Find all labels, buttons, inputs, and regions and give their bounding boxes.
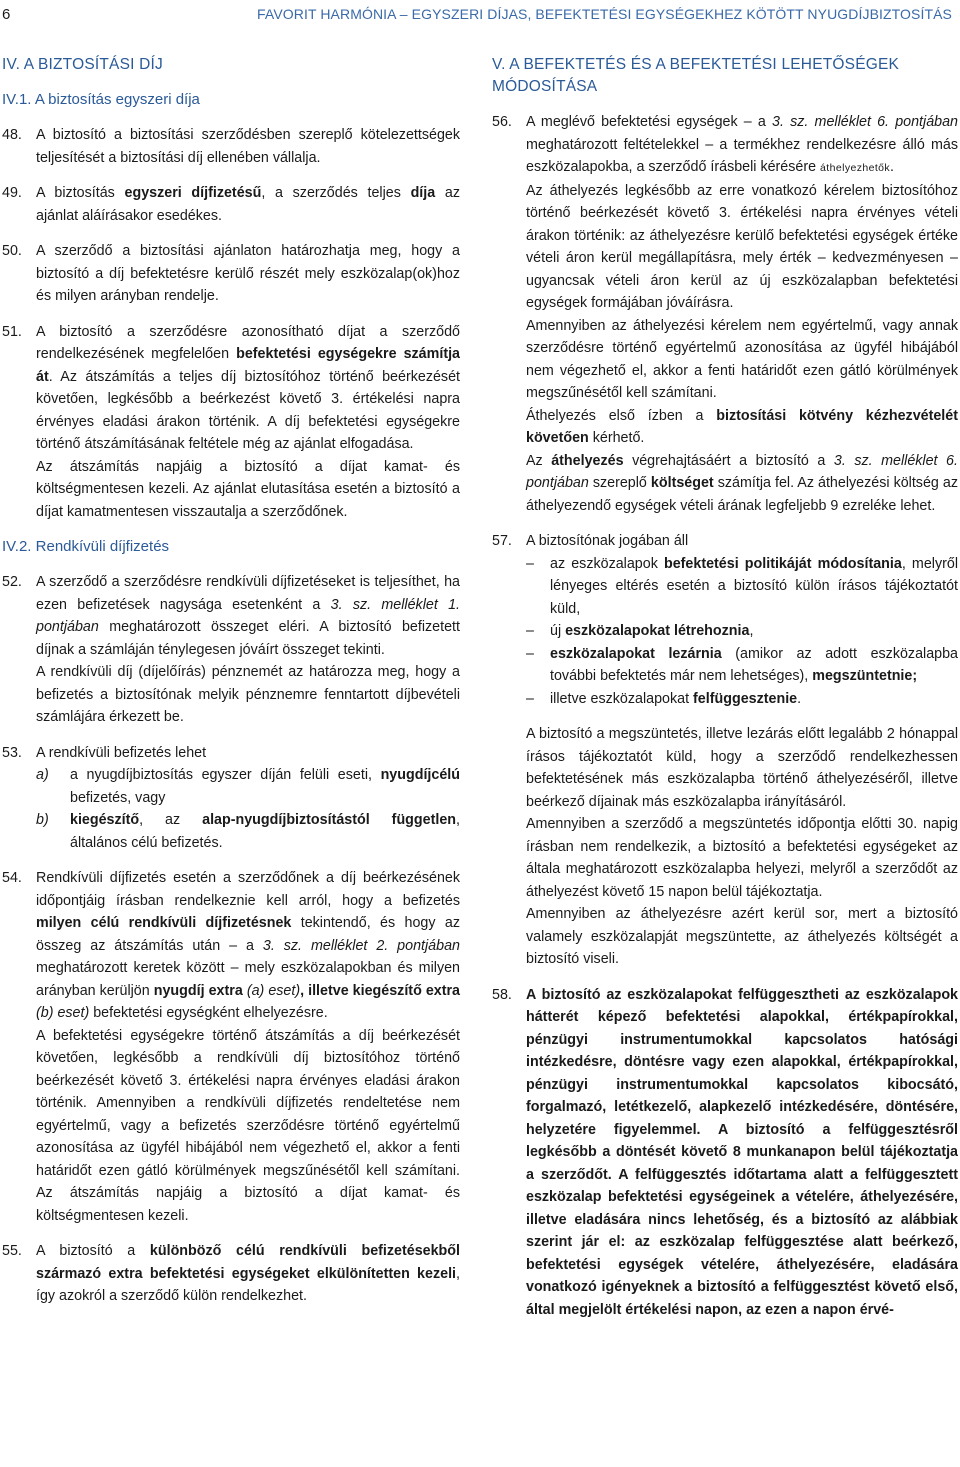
paragraph-text: Amennyiben az áthelyezési kérelem nem egyértelmű, vagy annak szerződésre történő egyértelmű azonosítása az ügyfél hibájából nem végezhető el, akkor a fenti határidőt ezen gátló körülmények megszűnésétől kell számítani. — [526, 317, 958, 401]
paragraph-58 — [492, 984, 958, 1322]
paragraph-text: A szerződő a szerződésre rendkívüli díjfizetéseket is teljesíthet, ha ezen befizetések nagysága esetenként a 3. sz. melléklet 1. pontjában meghatározott összeget eléri. A biztosító befizetett díjnak a számláján ténylegesen jóváírt összeget tekinti. — [36, 574, 460, 658]
paragraph-number: 54. — [2, 870, 22, 886]
list-item-b: b) kiegészítő, az alap-nyugdíjbiztosítástól független, általános célú befizetés. — [36, 812, 460, 851]
paragraph-text: Rendkívüli díjfizetés esetén a szerződőnek a díj beérkezésének időpontjáig írásban rendelkeznie kell arról, hogy a befizetés milyen célú rendkívüli díjfizetésnek tekintendő, és hogy az összeg az átszámítás után – a 3. sz. melléklet 2. pontjában meghatározott keretek között – mely eszközalapokban és milyen arányban kerüljön nyugdíj extra (a) eset), illetve kiegészítő extra (b) eset) befektetési egységként elhelyezésre. — [36, 870, 461, 1021]
paragraph-55 — [2, 1240, 460, 1308]
paragraph-50 — [2, 240, 460, 308]
paragraph-text: A meglévő befektetési egységek – a 3. sz. melléklet 6. pontjában meghatározott feltételekkel – a termékhez rendelkezésre álló más eszközalapokba, a szerződő írásbeli kérésére áthelyezhetők. — [526, 114, 958, 175]
paragraph-text: Amennyiben a szerződő a megszüntetés időpontja előtti 30. napig írásban nem rendelkezik, a biztosító a befektetési egységeket az általa meghatározott eszközalapba helyezi, melyről a szerződőt az áthelyezést követő 15 napon belül tájékoztatja. — [526, 816, 958, 900]
paragraph-number: 53. — [2, 744, 22, 761]
paragraph-56 — [492, 111, 958, 517]
dash-item-1: – az eszközalapok befektetési politikáját módosítania, melyről lényeges eltérés esetén a biztosító külön írásos tájékoztatót küld, — [526, 555, 959, 617]
paragraph-text: Az átszámítás napjáig a biztosító a díjat kamat- és költségmentesen kezeli. Az ajánlat elutasítása esetén a biztosító a díjat kamatmentesen visszautalja a szerződőnek. — [36, 458, 460, 520]
paragraph-number: 58. — [492, 986, 512, 1003]
paragraph-49 — [2, 182, 460, 227]
subsection-title-iv1: IV.1. A biztosítás egyszeri díja — [2, 91, 200, 108]
paragraph-text: A biztosító a biztosítási szerződésben szereplő kötelezettségek teljesítését a biztosítási díj ellenében vállalja. — [36, 127, 460, 166]
running-title: FAVORIT HARMÓNIA – EGYSZERI DÍJAS, BEFEKTETÉSI EGYSÉGEKHEZ KÖTÖTT NYUGDÍJBIZTOSÍTÁS — [257, 6, 952, 22]
paragraph-text: A biztosítás egyszeri díjfizetésű, a szerződés teljes díja az ajánlat aláírásakor esedékes. — [36, 185, 460, 224]
paragraph-text: A szerződő a biztosítási ajánlaton határozhatja meg, hogy a biztosító a díj befektetésre kerülő részét mely eszközalap(ok)hoz és milyen arányban rendelje. — [36, 243, 460, 304]
paragraph-text: Áthelyezés első ízben a biztosítási kötvény kézhezvételét követően kérhető. — [526, 407, 958, 446]
dash-item-3: – eszközalapokat lezárnia (amikor az adott eszközalapba további befektetés már nem lehetséges), megszüntetnie; — [526, 645, 959, 684]
paragraph-text: A rendkívüli díj (díjelőírás) pénznemét az határozza meg, hogy a befizetés a biztosítónak melyik pénznemre fenntartott díjbevételi számlájára érkezett be. — [36, 664, 460, 725]
paragraph-text: A befektetési egységekre történő átszámítás a díj beérkezését követően, legkésőbb a rendkívüli díj biztosítóhoz történő beérkezését követő 3. értékelési napra érvényes eladási árakon történik. Amennyiben a rendkívüli díjfizetés rendeltetése nem egyértelmű, vagy a befizetés szerződésre történő egyértelmű azonosítása az ügyfél hibájából nem végezhető el, akkor a fenti határidőt ezen gátló körülmények megszűnésétől kell számítani. Az átszámítás napjáig a biztosító a díjat kamat- és költségmentesen kezeli. — [36, 1027, 460, 1224]
paragraph-number: 48. — [2, 127, 22, 143]
paragraph-text: Az áthelyezés végrehajtásáért a biztosító a 3. sz. melléklet 6. pontjában szereplő költséget számítja fel. Az áthelyezési költség az áthelyezendő egységek vételi árának legfeljebb 9 ezreléke lehet. — [526, 452, 958, 514]
paragraph-48 — [2, 124, 460, 169]
page-number: 6 — [2, 6, 11, 23]
paragraph-text: A biztosítónak jogában áll — [526, 533, 689, 549]
paragraph-text: A biztosító a szerződésre azonosítható díjat a szerződő rendelkezésének megfelelően befektetési egységekre számítja át. Az átszámítás a teljes díj biztosítóhoz történő beérkezését követően, legkésőbb a beérkezést követő 3. értékelési napra érvényes eladási árakon történik. A díj befektetési egységekre történő átszámításának feltétele még az ajánlat elfogadása. — [36, 323, 460, 452]
list-item-a: a) a nyugdíjbiztosítás egyszer díján felüli eseti, nyugdíjcélú befizetés, vagy — [36, 767, 460, 806]
paragraph-53 — [2, 742, 460, 855]
paragraph-text: A rendkívüli befizetés lehet — [36, 744, 207, 761]
page-header — [0, 0, 960, 32]
paragraph-number: 51. — [2, 323, 22, 340]
paragraph-text: Az áthelyezés legkésőbb az erre vonatkozó kérelem biztosítóhoz történő beérkezését követő 3. értékelési napra érvényes vételi árakon történik: az áthelyezésre kerülő befektetési egységek értéke vételi áron kerül megállapításra, mely érték – kedvezményesen – ugyancsak vételi áron kerül az új eszközalapban befektetési egységek formájában jóváírásra. — [526, 182, 958, 311]
paragraph-text: Amennyiben az áthelyezésre azért kerül sor, mert a biztosító valamely eszközalapját megszüntette, az áthelyezés költségét a biztosító viseli. — [526, 906, 958, 967]
paragraph-number: 50. — [2, 243, 22, 259]
subsection-title-iv2: IV.2. Rendkívüli díjfizetés — [2, 538, 170, 555]
right-column — [492, 54, 958, 1321]
section-title-v: V. A BEFEKTETÉS ÉS A BEFEKTETÉSI LEHETŐSÉGEK MÓDOSÍTÁSA — [492, 56, 900, 95]
paragraph-number: 52. — [2, 574, 22, 590]
paragraph-52 — [2, 571, 460, 729]
section-title-iv: IV. A BIZTOSÍTÁSI DÍJ — [2, 56, 163, 73]
paragraph-number: 55. — [2, 1243, 22, 1259]
paragraph-51 — [2, 321, 460, 524]
paragraph-number: 49. — [2, 185, 22, 201]
paragraph-number: 57. — [492, 533, 512, 549]
paragraph-text: A biztosító a megszüntetés, illetve lezárás előtt legalább 2 hónappal írásos tájékoztatót küld, hogy a szerződő rendelkezhessen befektetésének más eszközalapba történő áthelyezéséről, illetve beérkező díjainak más eszközalapba irányításáról. — [526, 726, 958, 810]
left-column — [2, 54, 460, 1308]
paragraph-text: A biztosító az eszközalapokat felfüggesztheti az eszközalapok hátterét képező befektetési alapokkal, értékpapírokkal, pénzügyi instrumentumokkal kapcsolatos hatósági intézkedésre, döntésre vagy ezen alapokkal, értékpapírokkal, pénzügyi instrumentumokkal kapcsolatos kibocsátó, forgalmazó, letétkezelő, alapkezelő intézkedésére, döntésére, helyzetére figyelemmel. A biztosító a felfüggesztésről legkésőbb a döntését követő 8 munkanapon belül tájékoztatja a szerződőt. A felfüggesztés időtartama alatt a felfüggesztett eszközalap befektetési egységeinek a vételére, áthelyezésére, illetve eladására nincs lehetőség, és a biztosító az alábbiak szerint jár el: az eszközalap felfüggesztése alatt beérkező, befektetési egységek vételére, áthelyezésére, eladására vonatkozó igényeknek a biztosító a felfüggesztést követő első, által megjelölt értékelési napon, az ezen a napon érvé- — [526, 986, 958, 1318]
paragraph-number: 56. — [492, 114, 512, 130]
paragraph-57 — [492, 530, 958, 971]
paragraph-54 — [2, 867, 460, 1227]
paragraph-text: A biztosító a különböző célú rendkívüli befizetésekből származó extra befektetési egységeket elkülönítetten kezeli, így azokról a szerződő külön rendelkezhet. — [36, 1243, 460, 1304]
dash-item-4: – illetve eszközalapokat felfüggesztenie. — [526, 690, 802, 707]
dash-item-2: – új eszközalapokat létrehoznia, — [526, 623, 754, 639]
